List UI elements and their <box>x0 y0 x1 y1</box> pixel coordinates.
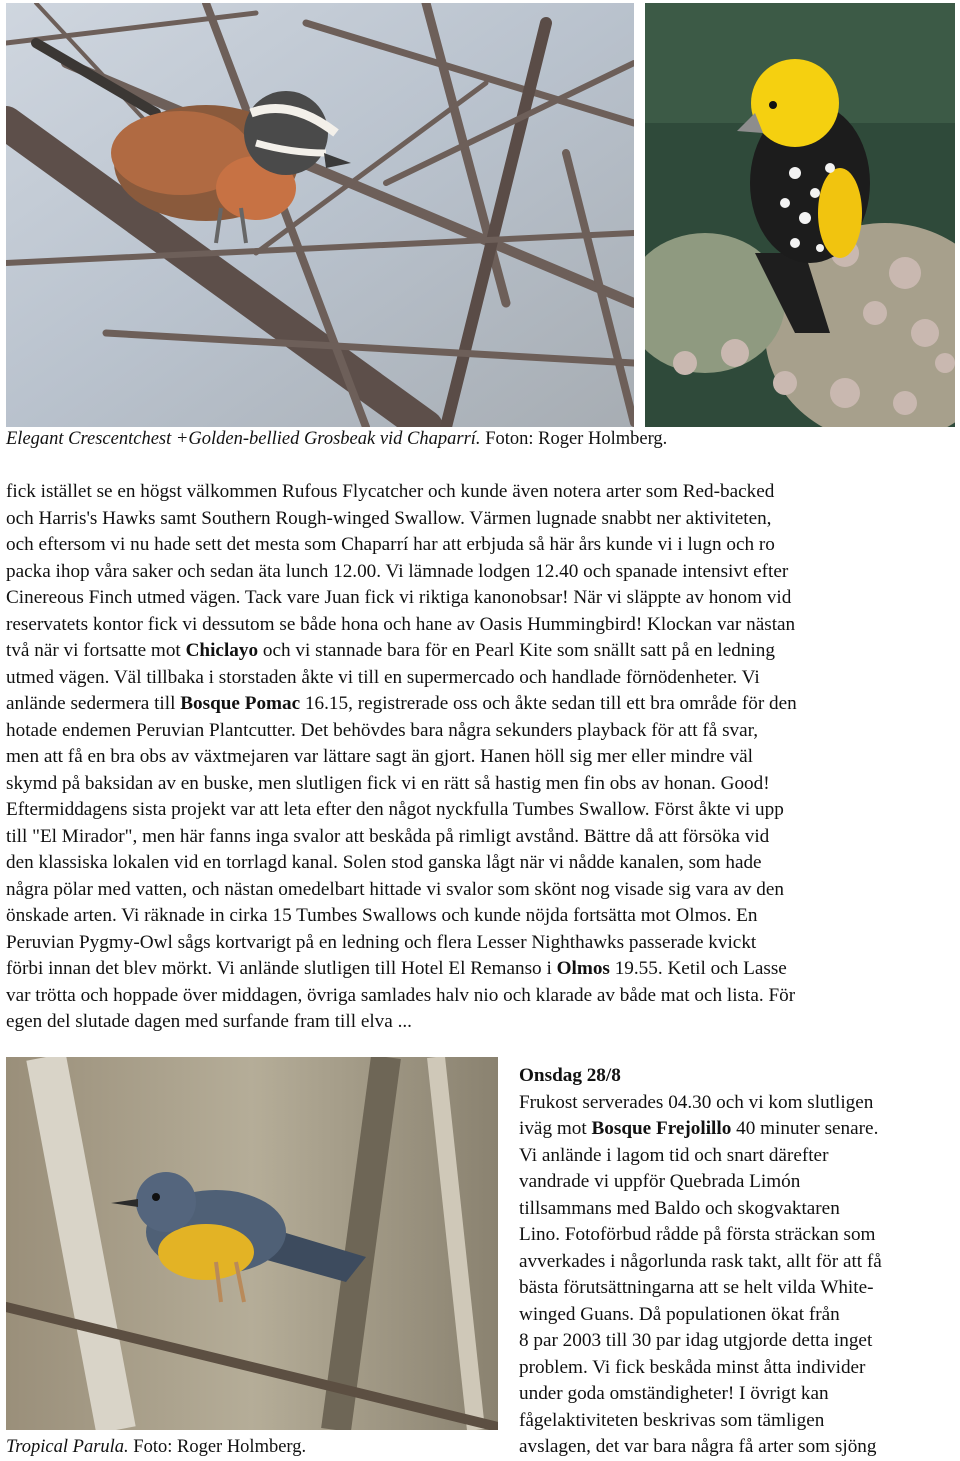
place-name: Olmos <box>556 958 610 979</box>
text-line <box>6 850 956 877</box>
text-line <box>6 771 956 798</box>
text-segment: avslagen, det var bara några få arter som sjöng <box>519 1436 877 1457</box>
text-segment: vandrade vi uppför Quebrada Limón <box>519 1171 801 1192</box>
text-segment: bästa förutsättningarna att se helt vilda White- <box>519 1277 874 1298</box>
day-section <box>519 1063 959 1461</box>
text-segment: problem. Vi fick beskåda minst åtta individer <box>519 1356 866 1378</box>
section-text <box>519 1090 959 1461</box>
text-line <box>519 1196 959 1223</box>
text-segment: och eftersom vi nu hade sett det mesta som Chaparrí har att erbjuda så här års kunde vi i lugn och ro <box>6 534 775 555</box>
text-line <box>519 1302 959 1329</box>
text-segment: Eftermiddagens sista projekt var att leta efter den något nyckfulla Tumbes Swallow. Först åkte vi upp <box>6 799 784 820</box>
text-line <box>6 956 956 983</box>
text-segment: och Harris's Hawks samt Southern Rough-winged Swallow. Värmen lugnade snabbt ner aktiviteten, <box>6 507 772 529</box>
text-line <box>6 744 956 771</box>
text-segment: winged Guans. Då populationen ökat från <box>519 1303 840 1325</box>
text-line <box>6 532 956 559</box>
text-line <box>519 1249 959 1276</box>
text-line <box>519 1434 959 1461</box>
text-segment: iväg mot <box>519 1118 592 1139</box>
text-segment: två när vi fortsatte mot <box>6 640 186 661</box>
text-segment: den klassiska lokalen vid en torrlagd kanal. Solen stod ganska lågt när vi nådde kanalen, som hade <box>6 852 762 873</box>
caption-credit: Foto: Roger Holmberg. <box>128 1437 307 1457</box>
text-line <box>519 1275 959 1302</box>
text-line <box>6 824 956 851</box>
text-line <box>6 506 956 533</box>
caption-credit: Foton: Roger Holmberg. <box>480 429 668 449</box>
text-segment: under goda omständigheter! I övrigt kan <box>519 1383 829 1404</box>
text-segment: var trötta och hoppade över middagen, övriga samlades halv nio och klarade av både mat och lista. För <box>6 984 796 1006</box>
text-segment: egen del slutade dagen med surfande fram till elva ... <box>6 1011 412 1032</box>
text-segment: Vi anlände i lagom tid och snart därefter <box>519 1144 829 1166</box>
text-segment: fågelaktiviteten beskrivas som tämligen <box>519 1409 825 1431</box>
text-segment: förbi innan det blev mörkt. Vi anlände slutligen till Hotel El Remanso i <box>6 958 557 979</box>
text-line <box>519 1408 959 1435</box>
caption-species: Elegant Crescentchest +Golden-bellied Grosbeak vid Chaparrí. <box>6 429 481 449</box>
text-segment: packa ihop våra saker och sedan äta lunch 12.00. Vi lämnade lodgen 12.40 och spanade intensivt efter <box>6 560 789 582</box>
text-segment: 8 par 2003 till 30 par idag utgjorde detta inget <box>519 1330 873 1351</box>
text-segment: Peruvian Pygmy-Owl sågs kortvarigt på en ledning och flera Lesser Nighthawks passerade kvickt <box>6 931 757 953</box>
text-segment: fick istället se en högst välkommen Rufous Flycatcher och kunde även notera arter som Red-backed <box>6 481 775 502</box>
text-line <box>519 1222 959 1249</box>
text-line <box>6 983 956 1010</box>
text-line <box>6 718 956 745</box>
text-segment: 40 minuter senare. <box>731 1118 879 1139</box>
text-line <box>519 1328 959 1355</box>
text-line <box>6 691 956 718</box>
text-segment: till "El Mirador", men här fanns inga svalor att beskåda på rimligt avstånd. Bättre då att försöka vid <box>6 825 770 847</box>
text-segment: 16.15, registrerade oss och åkte sedan till ett bra område för den <box>300 693 797 714</box>
text-segment: reservatets kontor fick vi dessutom se både hona och hane av Oasis Hummingbird! Klockan var nästan <box>6 613 796 635</box>
body-text <box>6 479 956 1036</box>
caption-species: Tropical Parula. <box>6 1437 129 1457</box>
text-line <box>519 1143 959 1170</box>
text-line <box>6 665 956 692</box>
text-segment: avverkades i någorlunda rask takt, allt för att få <box>519 1250 882 1272</box>
text-line <box>6 479 956 506</box>
text-segment: några pölar med vatten, och nästan omedelbart hittade vi svalor som skönt nog visade sig vara av den <box>6 878 784 900</box>
photo-caption-bottom <box>6 1436 306 1458</box>
text-line <box>6 1009 956 1036</box>
place-name: Bosque Frejolillo <box>591 1118 732 1139</box>
text-segment: och vi stannade bara för en Pearl Kite som snällt satt på en ledning <box>258 640 775 661</box>
text-segment: önskade arten. Vi räknade in cirka 15 Tumbes Swallows och kunde nöjda fortsätta mot Olmos. En <box>6 905 758 926</box>
text-line <box>6 585 956 612</box>
photo-caption-top <box>6 428 667 450</box>
crescentchest-photo <box>6 3 634 427</box>
text-line <box>519 1169 959 1196</box>
text-line <box>6 903 956 930</box>
parula-photo <box>6 1057 498 1430</box>
text-segment: anlände sedermera till <box>6 693 181 714</box>
text-segment: Cinereous Finch utmed vägen. Tack vare Juan fick vi riktiga kanonobsar! När vi släppte av honom vid <box>6 587 792 608</box>
section-heading: Onsdag 28/8 <box>519 1065 621 1086</box>
text-line <box>6 559 956 586</box>
text-line <box>6 877 956 904</box>
text-line <box>519 1116 959 1143</box>
text-segment: tillsammans med Baldo och skogvaktaren <box>519 1197 840 1219</box>
text-line <box>519 1090 959 1117</box>
text-segment: men att få en bra obs av växtmejaren var lättare sagt än gjort. Hanen höll sig mer eller mindre väl <box>6 746 753 767</box>
text-segment: 19.55. Ketil och Lasse <box>609 958 787 979</box>
text-segment: Frukost serverades 04.30 och vi kom slutligen <box>519 1091 874 1113</box>
text-segment: skymd på baksidan av en buske, men slutligen fick vi en rätt så hastig men fin obs av honan. Good! <box>6 772 770 794</box>
text-segment: utmed vägen. Väl tillbaka i storstaden åkte vi till en supermercado och handlade förnödenheter. Vi <box>6 666 760 688</box>
text-segment: Lino. Fotoförbud rådde på första sträckan som <box>519 1224 876 1245</box>
text-segment: hotade endemen Peruvian Plantcutter. Det behövdes bara några sekunders playback för att få svar, <box>6 719 759 741</box>
grosbeak-photo <box>645 3 955 427</box>
text-line <box>519 1355 959 1382</box>
text-line <box>6 930 956 957</box>
place-name: Chiclayo <box>185 640 259 661</box>
text-line <box>519 1381 959 1408</box>
text-line <box>6 612 956 639</box>
text-line <box>6 797 956 824</box>
text-line <box>6 638 956 665</box>
place-name: Bosque Pomac <box>180 693 301 714</box>
